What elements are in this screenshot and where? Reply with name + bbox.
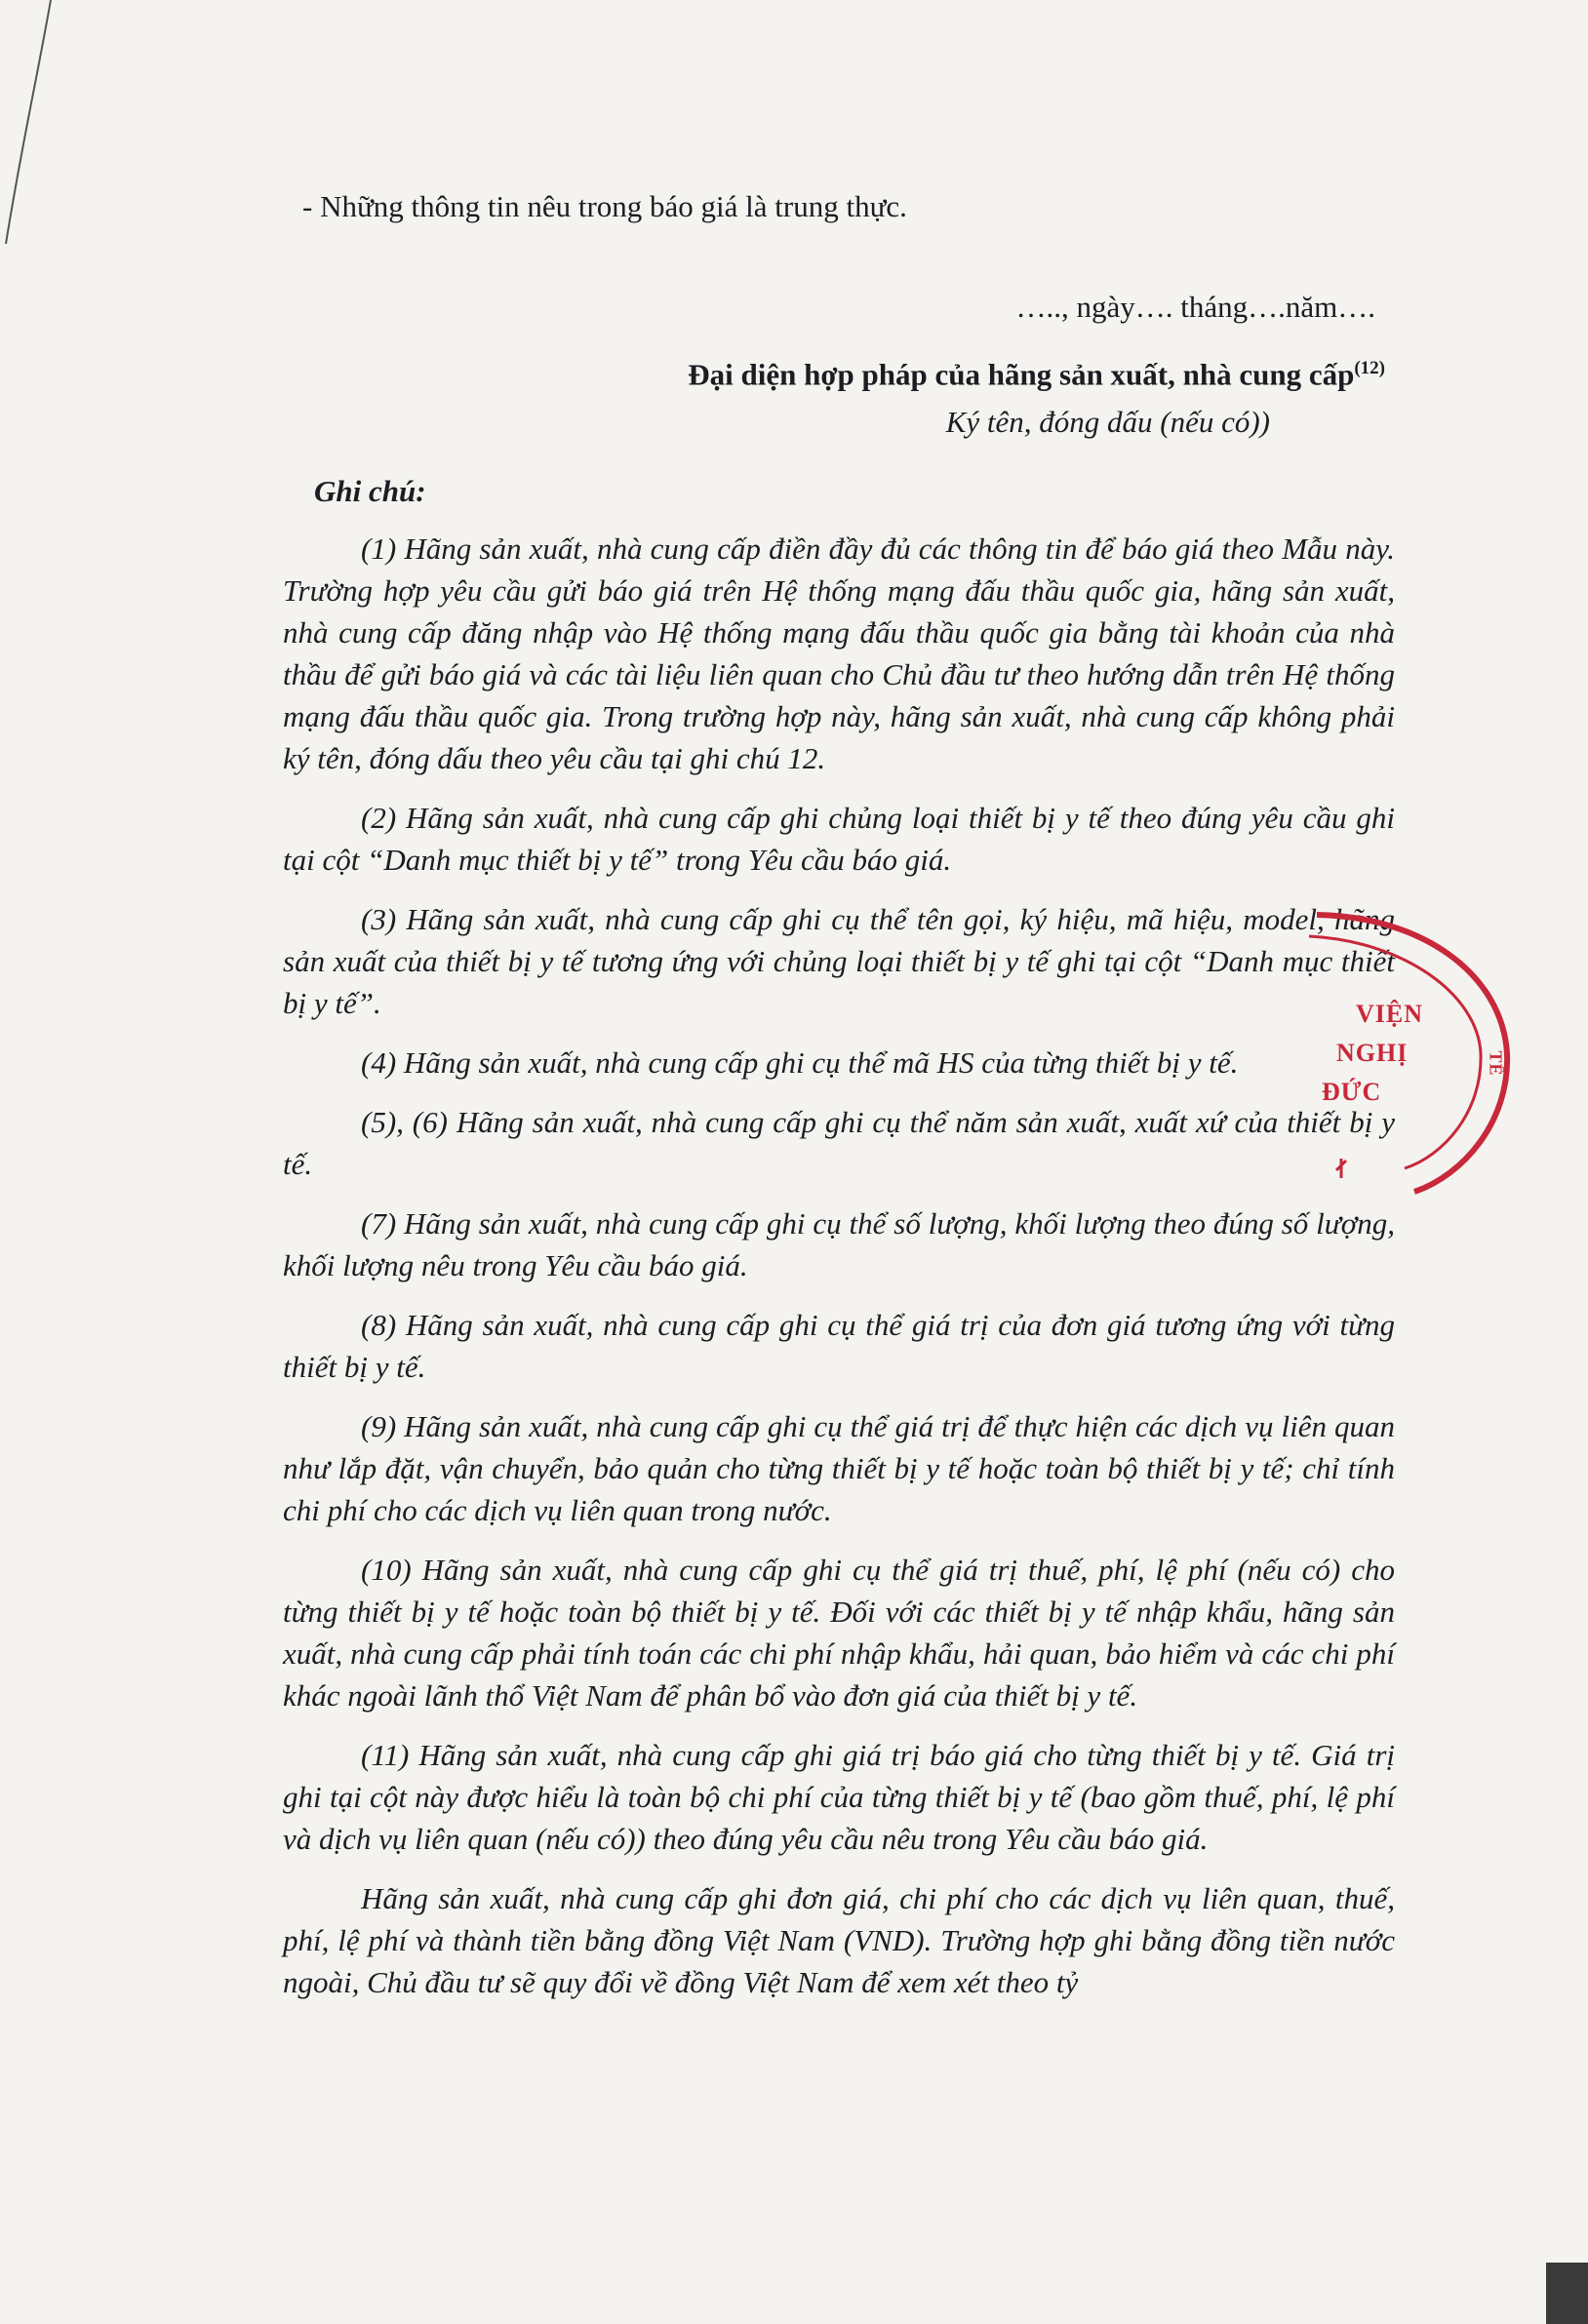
representative-label: Đại diện hợp pháp của hãng sản xuất, nhà cung cấp [688,357,1355,392]
note-2: (2) Hãng sản xuất, nhà cung cấp ghi chủng loại thiết bị y tế theo đúng yêu cầu ghi tại cột “Danh mục thiết bị y tế” trong Yêu cầu báo giá. [283,801,1395,878]
signature-hint: Ký tên, đóng dấu (nếu có)) [945,405,1270,440]
stamp-text-3: ĐỨC [1322,1078,1382,1106]
scan-corner-shadow [1546,2263,1588,2324]
note-3: (3) Hãng sản xuất, nhà cung cấp ghi cụ thể tên gọi, ký hiệu, mã hiệu, model, hãng sản xuất của thiết bị y tế tương ứng với chủng loại thiết bị y tế ghi tại cột “Danh mục thiết bị y tế”. [283,902,1395,1021]
red-seal-stamp [1307,907,1522,1200]
honesty-statement: - Những thông tin nêu trong báo giá là trung thực. [302,189,907,223]
note-10: (10) Hãng sản xuất, nhà cung cấp ghi cụ thể giá trị thuế, phí, lệ phí (nếu có) cho từng thiết bị y tế hoặc toàn bộ thiết bị y tế. Đối với các thiết bị y tế nhập khẩu, hãng sản xuất, nhà cung cấp phải tính toán các chi phí nhập khẩu, hải quan, bảo hiểm và các chi phí khác ngoài lãnh thổ Việt Nam để phân bổ vào đơn giá của thiết bị y tế. [283,1553,1395,1713]
notes-heading: Ghi chú: [314,474,426,509]
stamp-text-1: VIỆN [1356,1000,1424,1028]
note-9: (9) Hãng sản xuất, nhà cung cấp ghi cụ thể giá trị để thực hiện các dịch vụ liên quan như lắp đặt, vận chuyển, bảo quản cho từng thiết bị y tế hoặc toàn bộ thiết bị y tế; chỉ tính chi phí cho các dịch vụ liên quan trong nước. [283,1409,1395,1528]
document-body [283,185,1395,2021]
note-8: (8) Hãng sản xuất, nhà cung cấp ghi cụ thể giá trị của đơn giá tương ứng với từng thiết bị y tế. [283,1308,1395,1385]
note-1: (1) Hãng sản xuất, nhà cung cấp điền đầy đủ các thông tin để báo giá theo Mẫu này. Trường hợp yêu cầu gửi báo giá trên Hệ thống mạng đấu thầu quốc gia, hãng sản xuất, nhà cung cấp đăng nhập vào Hệ thống mạng đấu thầu quốc gia bằng tài khoản của nhà thầu để gửi báo giá và các tài liệu liên quan cho Chủ đầu tư theo hướng dẫn trên Hệ thống mạng đấu thầu quốc gia. Trong trường hợp này, hãng sản xuất, nhà cung cấp không phải ký tên, đóng dấu theo yêu cầu tại ghi chú 12. [283,532,1395,776]
page-edge-line [0,0,59,254]
date-line: ….., ngày…. tháng….năm…. [1015,290,1375,324]
representative-note-ref: (12) [1354,358,1385,378]
note-currency: Hãng sản xuất, nhà cung cấp ghi đơn giá, chi phí cho các dịch vụ liên quan, thuế, phí, lệ phí và thành tiền bằng đồng Việt Nam (VND). Trường hợp ghi bằng đồng tiền nước ngoài, Chủ đầu tư sẽ quy đổi về đồng Việt Nam để xem xét theo tỷ [283,1881,1395,2000]
note-11: (11) Hãng sản xuất, nhà cung cấp ghi giá trị báo giá cho từng thiết bị y tế. Giá trị ghi tại cột này được hiểu là toàn bộ chi phí của từng thiết bị y tế (bao gồm thuế, phí, lệ phí và dịch vụ liên quan (nếu có)) theo đúng yêu cầu nêu trong Yêu cầu báo giá. [283,1738,1395,1857]
note-7: (7) Hãng sản xuất, nhà cung cấp ghi cụ thể số lượng, khối lượng theo đúng số lượng, khối lượng nêu trong Yêu cầu báo giá. [283,1206,1395,1283]
representative-title [283,347,1395,395]
note-4: (4) Hãng sản xuất, nhà cung cấp ghi cụ thể mã HS của từng thiết bị y tế. [361,1045,1239,1081]
stamp-text-2: NGHỊ [1336,1039,1409,1067]
stamp-text-side: TẾ [1486,1050,1506,1077]
note-5-6: (5), (6) Hãng sản xuất, nhà cung cấp ghi cụ thể năm sản xuất, xuất xứ của thiết bị y tế. [283,1105,1395,1182]
